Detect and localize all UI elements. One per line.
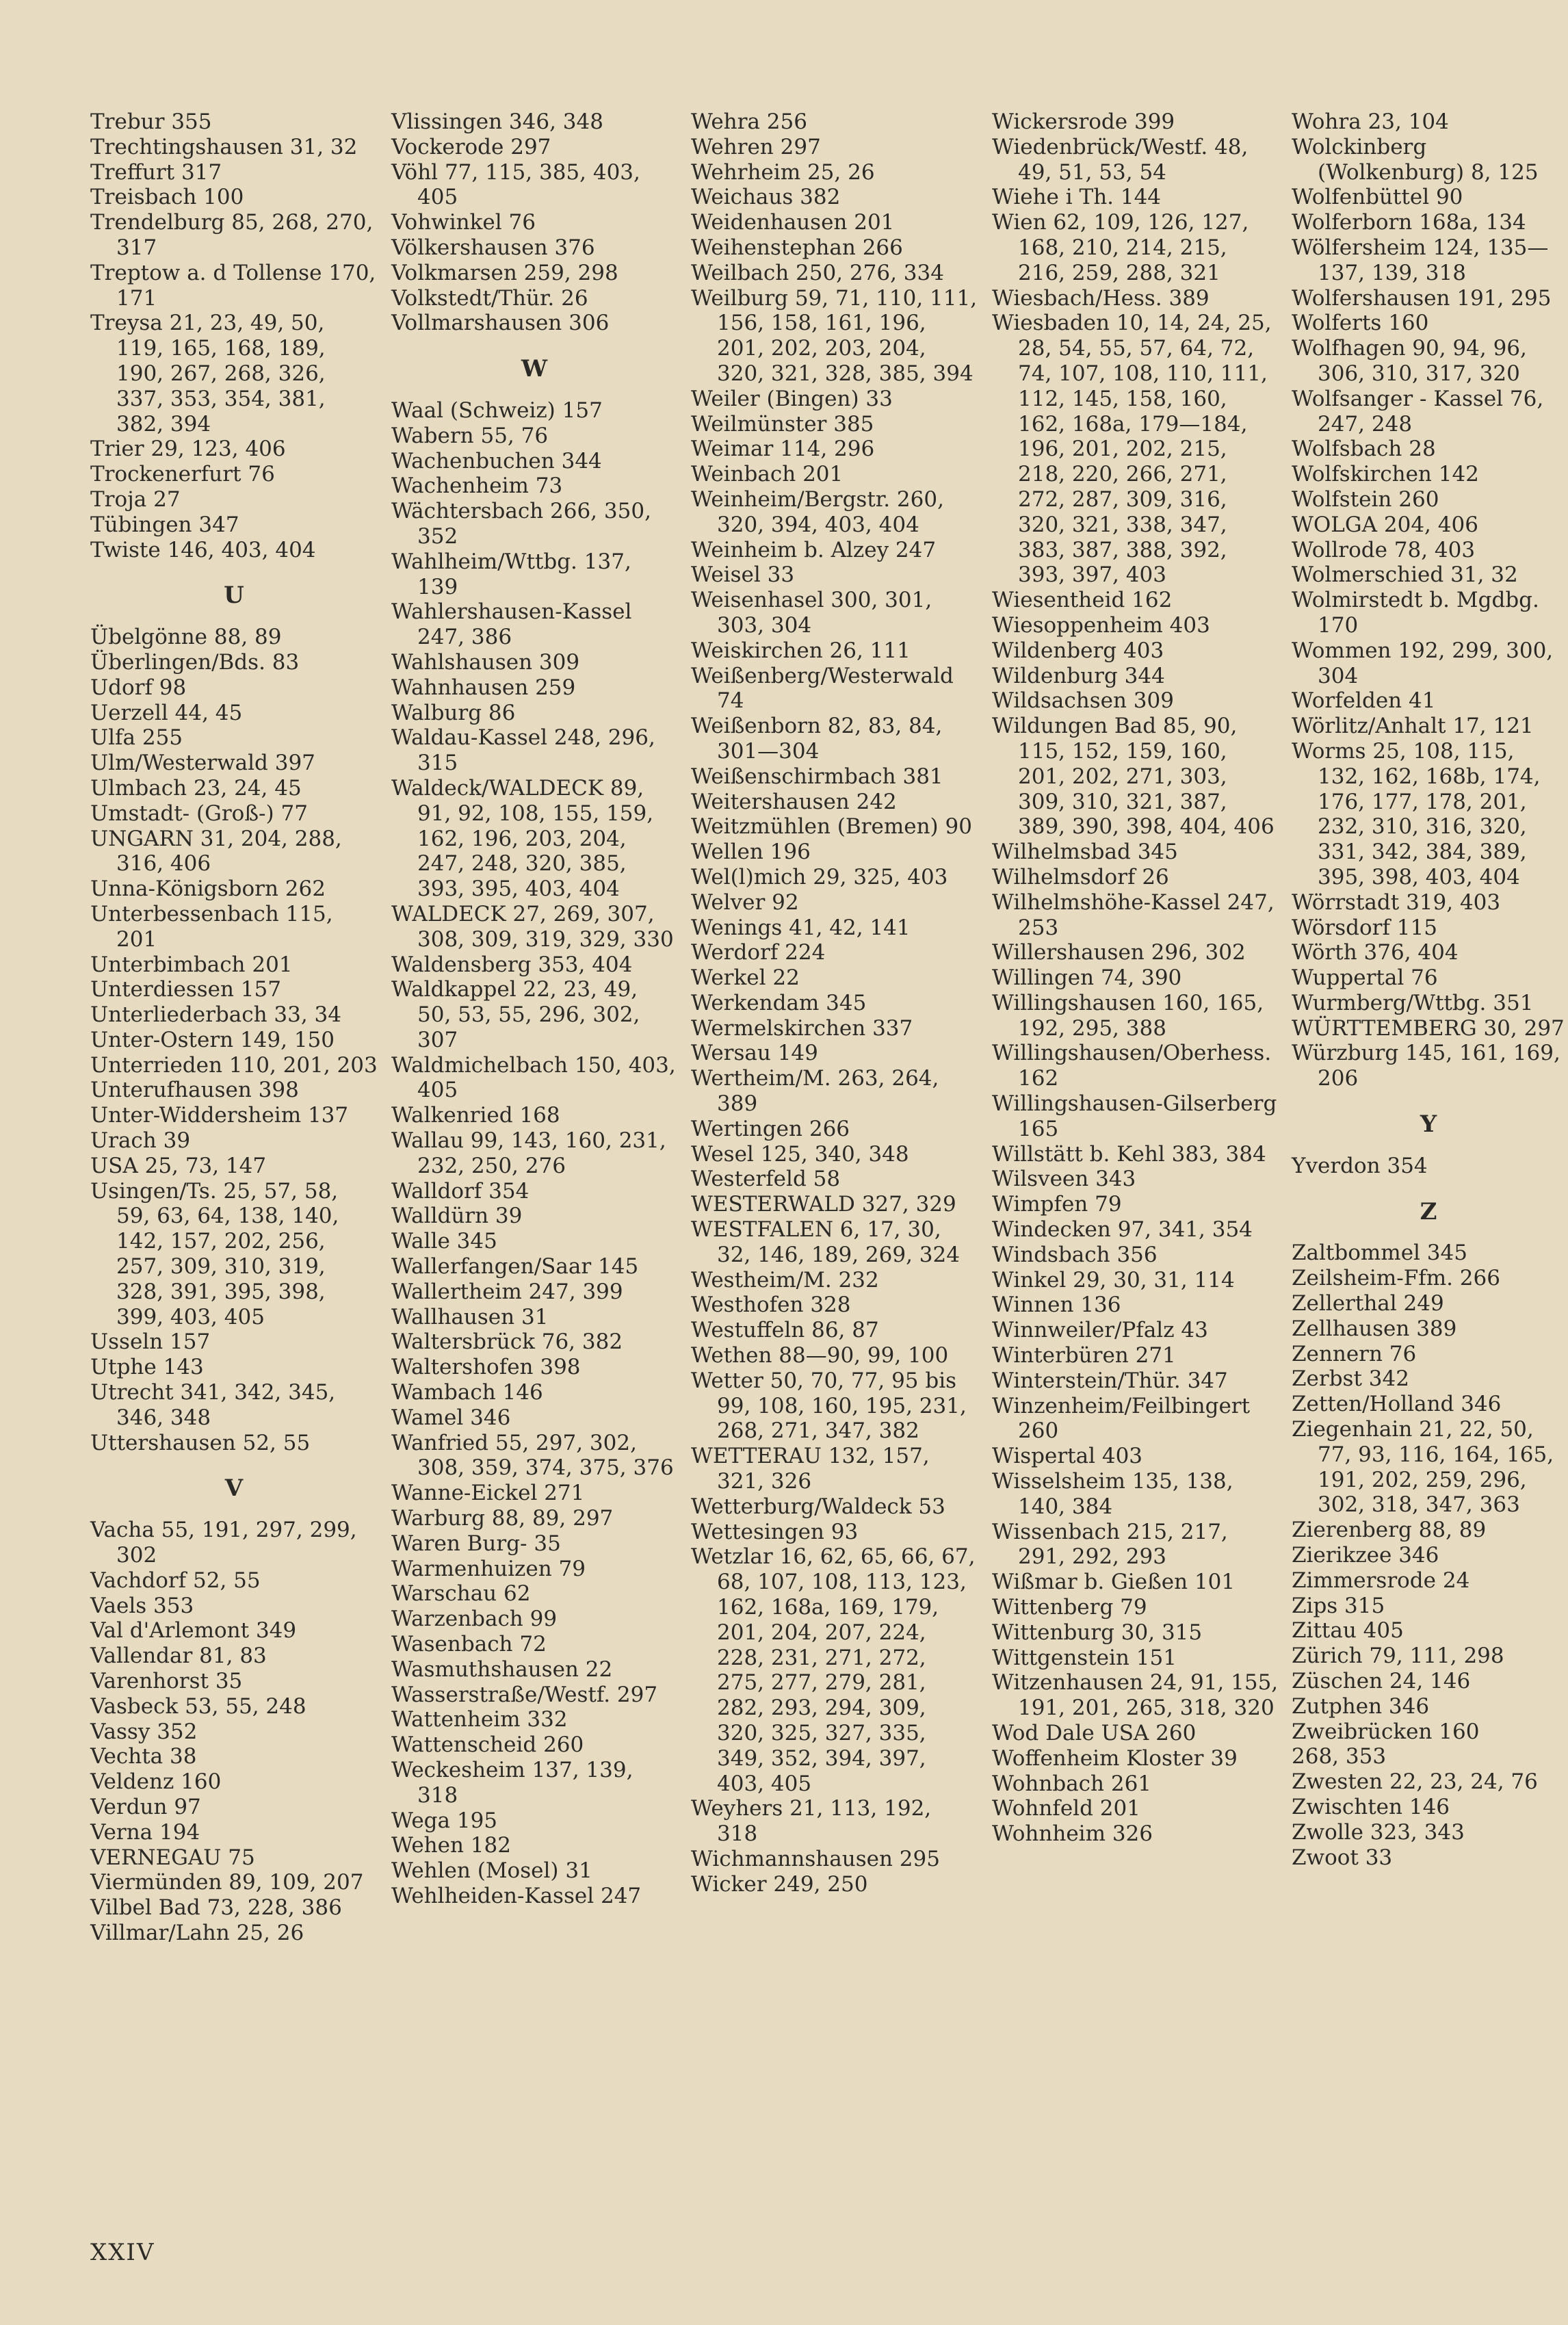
index-entry: Trockenerfurt 76 — [90, 462, 275, 487]
index-entry: 268, 353 — [1292, 1744, 1387, 1769]
index-entry: Wiedenbrück/Westf. 48, 49, 51, 53, 54 — [992, 134, 1249, 185]
index-entry: Vachdorf 52, 55 — [90, 1568, 261, 1593]
index-entry: Trechtingshausen 31, 32 — [90, 134, 358, 159]
index-entry: Wißmar b. Gießen 101 — [992, 1570, 1236, 1595]
index-entry: Weinheim b. Alzey 247 — [691, 537, 937, 562]
index-entry: Udorf 98 — [90, 675, 187, 700]
index-entry: Wetzlar 16, 62, 65, 66, 67, 68, 107, 108, 113, 123, 162, 168a, 169, 179, 201, 204, 207, 224, 228, 231, 271, 272, 275, 277, 279, 281, 282, 293, 294, 309, 320, 325, 327, 335, 349, 352, 394, 397, 403, 405 — [691, 1544, 976, 1796]
index-entry: Wittenberg 79 — [992, 1595, 1147, 1620]
index-entry: Wolmerschied 31, 32 — [1292, 562, 1518, 588]
index-entry: Welver 92 — [691, 889, 799, 915]
index-entry: Zweibrücken 160 — [1292, 1719, 1480, 1744]
index-entry: Wisselsheim 135, 138, 140, 384 — [992, 1469, 1233, 1519]
index-entry: Wildungen Bad 85, 90, 115, 152, 159, 160, 201, 202, 271, 303, 309, 310, 321, 387, 389, 390, 398, 404, 406 — [992, 714, 1275, 840]
index-entry: Wolckinberg (Wolkenburg) 8, 125 — [1292, 134, 1539, 185]
index-entry: Unter-Widdersheim 137 — [90, 1103, 349, 1128]
index-entry: Wissenbach 215, 217, 291, 292, 293 — [992, 1519, 1228, 1570]
index-entry: Winnweiler/Pfalz 43 — [992, 1318, 1208, 1343]
index-entry: Windecken 97, 341, 354 — [992, 1217, 1253, 1243]
index-entry: Zwesten 22, 23, 24, 76 — [1292, 1769, 1538, 1795]
index-entry: Treffurt 317 — [90, 159, 222, 185]
index-entry: Unna-Königsborn 262 — [90, 876, 326, 902]
index-entry: Walldürn 39 — [391, 1204, 523, 1229]
index-entry: Unterbimbach 201 — [90, 952, 293, 977]
index-entry: Villmar/Lahn 25, 26 — [90, 1920, 304, 1945]
index-entry: Weichaus 382 — [691, 185, 841, 210]
index-entry: Wanne-Eickel 271 — [391, 1481, 585, 1506]
index-entry: Weckesheim 137, 139, 318 — [391, 1758, 633, 1808]
index-entry: Zürich 79, 111, 298 — [1292, 1644, 1504, 1669]
index-entry: Wertingen 266 — [691, 1116, 850, 1141]
index-entry: Umstadt- (Groß-) 77 — [90, 801, 308, 826]
index-entry: Vlissingen 346, 348 — [391, 109, 603, 134]
index-entry: Zips 315 — [1292, 1593, 1385, 1618]
index-entry: Wellen 196 — [691, 840, 811, 865]
index-entry: Wachenbuchen 344 — [391, 448, 602, 473]
index-entry: Weimar 114, 296 — [691, 437, 875, 462]
index-entry: Zerbst 342 — [1292, 1366, 1409, 1392]
index-entry: Trebur 355 — [90, 109, 212, 134]
index-entry: Waldkappel 22, 23, 49, 50, 53, 55, 296, 302, 307 — [391, 977, 640, 1052]
index-entry: Weisel 33 — [691, 562, 795, 588]
index-entry: Zimmersrode 24 — [1292, 1568, 1470, 1593]
index-entry: Woffenheim Kloster 39 — [992, 1745, 1238, 1771]
index-entry: Wurmberg/Wttbg. 351 — [1292, 990, 1534, 1015]
index-entry: Wel(l)mich 29, 325, 403 — [691, 864, 948, 889]
index-entry: Ulfa 255 — [90, 725, 183, 751]
index-entry: Treisbach 100 — [90, 185, 244, 210]
index-entry: Zellhausen 389 — [1292, 1316, 1457, 1341]
index-entry: Winterbüren 271 — [992, 1343, 1176, 1368]
index-entry: Wohra 23, 104 — [1292, 109, 1449, 134]
index-entry: Ziegenhain 21, 22, 50, 77, 93, 116, 164, 165, 191, 202, 259, 296, 302, 318, 347, 363 — [1292, 1417, 1554, 1518]
index-entry: Wörlitz/Anhalt 17, 121 — [1292, 714, 1534, 739]
index-entry: WÜRTTEMBERG 30, 297 — [1292, 1015, 1565, 1041]
index-entry: Willingshausen 160, 165, 192, 295, 388 — [992, 990, 1264, 1041]
index-entry: Wambach 146 — [391, 1380, 543, 1405]
index-entry: Verdun 97 — [90, 1795, 201, 1819]
index-entry: Unterdiessen 157 — [90, 977, 281, 1002]
index-entry: Trier 29, 123, 406 — [90, 437, 286, 462]
index-entry: Wermelskirchen 337 — [691, 1015, 913, 1041]
index-entry: Tübingen 347 — [90, 512, 239, 537]
index-entry: Vöhl 77, 115, 385, 403, 405 — [391, 159, 640, 210]
index-entry: Wölfersheim 124, 135—137, 139, 318 — [1292, 235, 1549, 285]
index-entry: Wilsveen 343 — [992, 1167, 1136, 1192]
index-entry: Vockerode 297 — [391, 134, 551, 159]
index-entry: Waldmichelbach 150, 403, 405 — [391, 1052, 676, 1103]
index-entry: Weißenberg/Westerwald 74 — [691, 663, 954, 714]
index-entry: Veldenz 160 — [90, 1769, 222, 1795]
index-entry: Westuffeln 86, 87 — [691, 1318, 879, 1343]
index-entry: Weihenstephan 266 — [691, 235, 903, 260]
index-entry: Waldeck/WALDECK 89, 91, 92, 108, 155, 159, 162, 196, 203, 204, 247, 248, 320, 385, 393, 395, 403, 404 — [391, 775, 654, 902]
index-entry: Unterbessenbach 115, 201 — [90, 901, 333, 952]
index-entry: Treysa 21, 23, 49, 50, 119, 165, 168, 189, 190, 267, 268, 326, 337, 353, 354, 381, 382, 394 — [90, 311, 326, 437]
index-entry: Wörrstadt 319, 403 — [1292, 889, 1501, 915]
index-entry: Wetterburg/Waldeck 53 — [691, 1494, 945, 1519]
index-entry: Unterufhausen 398 — [90, 1078, 299, 1103]
index-entry: Zennern 76 — [1292, 1341, 1417, 1366]
index-entry: Wahlheim/Wttbg. 137, 139 — [391, 549, 631, 599]
index-entry: Utrecht 341, 342, 345, 346, 348 — [90, 1380, 336, 1430]
index-entry: Wesel 125, 340, 348 — [691, 1141, 909, 1167]
letter-heading: U — [224, 582, 244, 610]
index-entry: Wolfsbach 28 — [1292, 437, 1436, 462]
index-entry: Weinbach 201 — [691, 462, 844, 487]
index-entry: Wehrheim 25, 26 — [691, 159, 875, 185]
index-entry: UNGARN 31, 204, 288, 316, 406 — [90, 826, 342, 876]
index-entry: Wettesingen 93 — [691, 1519, 859, 1544]
index-entry: Wohnheim 326 — [992, 1821, 1153, 1847]
index-entry: Vohwinkel 76 — [391, 210, 536, 235]
index-column-3 — [691, 109, 978, 1897]
index-entry: Wenings 41, 42, 141 — [691, 915, 911, 940]
index-entry: Wehen 182 — [391, 1833, 511, 1858]
index-entry: Winterstein/Thür. 347 — [992, 1368, 1228, 1393]
index-entry: Wiesbach/Hess. 389 — [992, 285, 1210, 311]
index-entry: Ulmbach 23, 24, 45 — [90, 775, 302, 801]
index-entry: Wörth 376, 404 — [1292, 940, 1459, 965]
index-entry: Werdorf 224 — [691, 940, 826, 965]
index-entry: Züschen 24, 146 — [1292, 1669, 1471, 1694]
index-entry: Wolmirstedt b. Mgdbg. 170 — [1292, 588, 1539, 638]
index-entry: Wiesentheid 162 — [992, 588, 1173, 613]
index-entry: Vollmarshausen 306 — [391, 311, 610, 336]
index-entry: Wod Dale USA 260 — [992, 1721, 1197, 1745]
index-entry: Weißenschirmbach 381 — [691, 764, 943, 789]
index-entry: Winzenheim/Feilbingert 260 — [992, 1393, 1251, 1444]
index-entry: Wasenbach 72 — [391, 1632, 547, 1657]
index-entry: Wattenheim 332 — [391, 1707, 568, 1732]
index-entry: Zwolle 323, 343 — [1292, 1819, 1465, 1845]
index-entry: WESTERWALD 327, 329 — [691, 1192, 956, 1217]
index-entry: Viermünden 89, 109, 207 — [90, 1870, 364, 1895]
index-entry: Willingen 74, 390 — [992, 965, 1182, 991]
index-entry: Wega 195 — [391, 1808, 498, 1833]
index-entry: Wommen 192, 299, 300, 304 — [1292, 638, 1554, 688]
index-entry: Weilmünster 385 — [691, 411, 874, 437]
letter-heading: W — [521, 355, 548, 383]
index-entry: Werkel 22 — [691, 965, 800, 991]
index-entry: Wiesoppenheim 403 — [992, 612, 1210, 638]
index-entry: Warburg 88, 89, 297 — [391, 1506, 614, 1531]
index-entry: Willershausen 296, 302 — [992, 940, 1246, 965]
index-entry: Wallhausen 31 — [391, 1304, 549, 1329]
index-entry: Vechta 38 — [90, 1744, 197, 1769]
index-entry: Zaltbommel 345 — [1292, 1241, 1467, 1266]
index-entry: Wittenburg 30, 315 — [992, 1620, 1203, 1645]
index-entry: Überlingen/Bds. 83 — [90, 649, 300, 675]
index-entry: Weinheim/Bergstr. 260, 320, 394, 403, 404 — [691, 486, 944, 537]
index-entry: Wimpfen 79 — [992, 1192, 1122, 1217]
index-entry: Wethen 88—90, 99, 100 — [691, 1343, 949, 1368]
index-column-4 — [992, 109, 1279, 1847]
index-entry: Weilburg 59, 71, 110, 111, 156, 158, 161, 196, 201, 202, 203, 204, 320, 321, 328, 385, 394 — [691, 285, 978, 386]
index-entry: Wildenberg 403 — [992, 638, 1164, 663]
index-entry: Wichmannshausen 295 — [691, 1846, 940, 1871]
index-entry: Wiesbaden 10, 14, 24, 25, 28, 54, 55, 57, 64, 72, 74, 107, 108, 110, 111, 112, 145, 158, 160, 162, 168a, 179—184, 196, 201, 202, 215, 218, 220, 266, 271, 272, 287, 309, 316, 320, 321, 338, 347, 383, 387, 388, 392, 393, 397, 403 — [992, 311, 1272, 588]
index-entry: Walburg 86 — [391, 700, 516, 725]
index-entry: Wicker 249, 250 — [691, 1871, 868, 1897]
index-entry: Windsbach 356 — [992, 1242, 1158, 1267]
index-entry: Willingshausen-Gilserberg 165 — [992, 1091, 1277, 1141]
index-entry: WESTFALEN 6, 17, 30, 32, 146, 189, 269, 324 — [691, 1217, 960, 1267]
index-entry: Wiehe i Th. 144 — [992, 185, 1162, 210]
index-entry: Witzenhausen 24, 91, 155, 191, 201, 265, 318, 320 — [992, 1670, 1279, 1721]
index-entry: Zittau 405 — [1292, 1618, 1404, 1644]
index-entry: Vallendar 81, 83 — [90, 1644, 267, 1669]
page-number: XXIV — [90, 2239, 155, 2266]
index-entry: Wispertal 403 — [992, 1444, 1143, 1469]
index-entry: Waren Burg- 35 — [391, 1531, 561, 1556]
index-entry: Wetter 50, 70, 77, 95 bis 99, 108, 160, 195, 231, 268, 271, 347, 382 — [691, 1368, 967, 1444]
index-entry: Utphe 143 — [90, 1355, 204, 1380]
index-entry: Weisenhasel 300, 301, 303, 304 — [691, 588, 932, 638]
index-entry: Wehren 297 — [691, 134, 821, 159]
index-entry: Warzenbach 99 — [391, 1607, 558, 1632]
index-entry: Wahnhausen 259 — [391, 675, 576, 700]
index-entry: Walle 345 — [391, 1229, 497, 1254]
index-entry: Übelgönne 88, 89 — [90, 625, 282, 650]
index-entry: Zeilsheim-Ffm. 266 — [1292, 1266, 1500, 1291]
index-entry: Val d'Arlemont 349 — [90, 1618, 297, 1644]
index-entry: Varenhorst 35 — [90, 1669, 243, 1694]
letter-heading: Y — [1420, 1110, 1437, 1139]
index-entry: Wahlershausen-Kassel 247, 386 — [391, 599, 632, 650]
index-entry: Zutphen 346 — [1292, 1693, 1430, 1719]
index-entry: Völkershausen 376 — [391, 235, 595, 260]
index-entry: Twiste 146, 403, 404 — [90, 537, 316, 562]
index-entry: Uttershausen 52, 55 — [90, 1430, 311, 1455]
index-entry: Wasmuthshausen 22 — [391, 1657, 613, 1682]
index-entry: Vacha 55, 191, 297, 299, 302 — [90, 1518, 357, 1568]
index-entry: Wildenburg 344 — [992, 663, 1165, 688]
index-entry: Wächtersbach 266, 350, 352 — [391, 499, 651, 549]
index-entry: Warmenhuizen 79 — [391, 1556, 586, 1581]
index-entry: Weiskirchen 26, 111 — [691, 638, 911, 663]
index-entry: Weilbach 250, 276, 334 — [691, 260, 944, 285]
index-entry: Warschau 62 — [391, 1581, 531, 1607]
index-entry: Wolferts 160 — [1292, 311, 1429, 336]
index-entry: Wehlen (Mosel) 31 — [391, 1858, 592, 1884]
index-entry: Waal (Schweiz) 157 — [391, 398, 603, 423]
index-entry: Willingshausen/Oberhess. 162 — [992, 1041, 1272, 1091]
index-entry: Troja 27 — [90, 486, 181, 512]
index-entry: Weidenhausen 201 — [691, 210, 895, 235]
index-entry: Walldorf 354 — [391, 1178, 530, 1204]
index-entry: Wolfsanger - Kassel 76, 247, 248 — [1292, 386, 1544, 437]
index-entry: Zwoot 33 — [1292, 1845, 1393, 1870]
index-entry: Yverdon 354 — [1292, 1153, 1428, 1178]
index-entry: USA 25, 73, 147 — [90, 1153, 267, 1178]
index-entry: Usingen/Ts. 25, 57, 58, 59, 63, 64, 138, 140, 142, 157, 202, 256, 257, 309, 310, 319, 328, 391, 395, 398, 399, 403, 405 — [90, 1178, 339, 1329]
index-entry: Worfelden 41 — [1292, 688, 1436, 714]
index-entry: Wuppertal 76 — [1292, 965, 1438, 991]
index-entry: Uerzell 44, 45 — [90, 700, 243, 725]
index-entry: Unterliederbach 33, 34 — [90, 1002, 342, 1028]
index-entry: Trendelburg 85, 268, 270, 317 — [90, 210, 374, 260]
index-entry: Ulm/Westerwald 397 — [90, 751, 315, 776]
index-entry: Wabern 55, 76 — [391, 423, 549, 448]
index-entry: WALDECK 27, 269, 307, 308, 309, 319, 329, 330 — [391, 901, 674, 952]
index-entry: Worms 25, 108, 115, 132, 162, 168b, 174, 176, 177, 178, 201, 232, 310, 316, 320, 331, 342, 384, 389, 395, 398, 403, 404 — [1292, 738, 1541, 889]
index-entry: Weyhers 21, 113, 192, 318 — [691, 1796, 932, 1847]
index-entry: Unter-Ostern 149, 150 — [90, 1027, 335, 1052]
index-entry: Volkmarsen 259, 298 — [391, 260, 618, 285]
index-entry: Willstätt b. Kehl 383, 384 — [992, 1141, 1266, 1167]
index-entry: Westheim/M. 232 — [691, 1267, 879, 1293]
index-entry: Wilhelmsbad 345 — [992, 840, 1178, 865]
index-entry: Wallerfangen/Saar 145 — [391, 1254, 639, 1280]
index-entry: Weitershausen 242 — [691, 789, 897, 814]
index-entry: Würzburg 145, 161, 169, 206 — [1292, 1041, 1560, 1091]
index-column-5 — [1292, 109, 1565, 1870]
index-entry: Wolfershausen 191, 295 — [1292, 285, 1552, 311]
index-entry: Wittgenstein 151 — [992, 1645, 1177, 1670]
index-entry: Wohnbach 261 — [992, 1771, 1152, 1796]
index-entry: Wolferborn 168a, 134 — [1292, 210, 1526, 235]
index-entry: Volkstedt/Thür. 26 — [391, 285, 588, 311]
index-entry: Waldensberg 353, 404 — [391, 952, 633, 977]
index-entry: Wörsdorf 115 — [1292, 915, 1437, 940]
index-entry: Wildsachsen 309 — [992, 688, 1174, 714]
index-entry: Walkenried 168 — [391, 1103, 560, 1128]
index-entry: Wamel 346 — [391, 1405, 511, 1430]
index-entry: Wolfskirchen 142 — [1292, 462, 1479, 487]
index-entry: Wilhelmshöhe-Kassel 247, 253 — [992, 889, 1275, 940]
index-entry: Weißenborn 82, 83, 84, 301—304 — [691, 714, 943, 764]
index-entry: Zierenberg 88, 89 — [1292, 1518, 1487, 1543]
index-entry: Wallertheim 247, 399 — [391, 1279, 623, 1304]
index-entry: Usseln 157 — [90, 1329, 211, 1355]
index-entry: Wilhelmsdorf 26 — [992, 864, 1169, 889]
index-entry: Wien 62, 109, 126, 127, 168, 210, 214, 215, 216, 259, 288, 321 — [992, 210, 1249, 285]
index-entry: VERNEGAU 75 — [90, 1845, 255, 1870]
index-entry: Vasbeck 53, 55, 248 — [90, 1693, 306, 1719]
index-entry: Weitzmühlen (Bremen) 90 — [691, 814, 972, 840]
letter-heading: V — [224, 1475, 244, 1503]
index-entry: Wehra 256 — [691, 109, 807, 134]
index-entry: Wehlheiden-Kassel 247 — [391, 1883, 642, 1908]
letter-heading: Z — [1420, 1197, 1437, 1225]
index-entry: Wasserstraße/Westf. 297 — [391, 1682, 658, 1707]
index-column-2 — [391, 109, 677, 1909]
index-entry: Westhofen 328 — [691, 1293, 851, 1318]
index-entry: Zwischten 146 — [1292, 1795, 1450, 1819]
index-entry: Winkel 29, 30, 31, 114 — [992, 1267, 1235, 1293]
index-entry: Wickersrode 399 — [992, 109, 1175, 134]
index-entry: Vaels 353 — [90, 1593, 194, 1618]
index-entry: Wattenscheid 260 — [391, 1732, 584, 1758]
index-entry: Wolfstein 260 — [1292, 486, 1439, 512]
index-entry: Waltersbrück 76, 382 — [391, 1329, 623, 1355]
index-entry: Verna 194 — [90, 1819, 200, 1845]
index-entry: Wersau 149 — [691, 1041, 818, 1066]
index-entry: Wolfhagen 90, 94, 96, 306, 310, 317, 320 — [1292, 336, 1527, 386]
index-entry: Wanfried 55, 297, 302, 308, 359, 374, 375, 376 — [391, 1430, 674, 1481]
index-entry: Winnen 136 — [992, 1293, 1121, 1318]
index-column-1 — [90, 109, 378, 1946]
index-entry: WETTERAU 132, 157, 321, 326 — [691, 1444, 930, 1494]
index-entry: Waltershofen 398 — [391, 1355, 581, 1380]
index-entry: Wachenheim 73 — [391, 473, 563, 499]
index-entry: Treptow a. d Tollense 170, 171 — [90, 260, 376, 311]
index-entry: Werkendam 345 — [691, 990, 867, 1015]
index-entry: WOLGA 204, 406 — [1292, 512, 1478, 537]
index-entry: Wallau 99, 143, 160, 231, 232, 250, 276 — [391, 1128, 666, 1178]
index-entry: Wahlshausen 309 — [391, 649, 580, 675]
index-entry: Urach 39 — [90, 1128, 191, 1154]
index-entry: Wertheim/M. 263, 264, 389 — [691, 1066, 939, 1117]
index-entry: Vassy 352 — [90, 1719, 198, 1744]
index-entry: Zellerthal 249 — [1292, 1291, 1444, 1316]
index-entry: Wohnfeld 201 — [992, 1796, 1140, 1821]
index-entry: Unterrieden 110, 201, 203 — [90, 1052, 378, 1078]
index-entry: Waldau-Kassel 248, 296, 315 — [391, 725, 655, 776]
index-entry: Zierikzee 346 — [1292, 1543, 1439, 1568]
index-entry: Zetten/Holland 346 — [1292, 1392, 1502, 1417]
index-entry: Westerfeld 58 — [691, 1167, 841, 1192]
index-entry: Weiler (Bingen) 33 — [691, 386, 893, 411]
index-entry: Wolfenbüttel 90 — [1292, 185, 1463, 210]
index-entry: Wollrode 78, 403 — [1292, 537, 1476, 562]
index-entry: Vilbel Bad 73, 228, 386 — [90, 1895, 342, 1921]
